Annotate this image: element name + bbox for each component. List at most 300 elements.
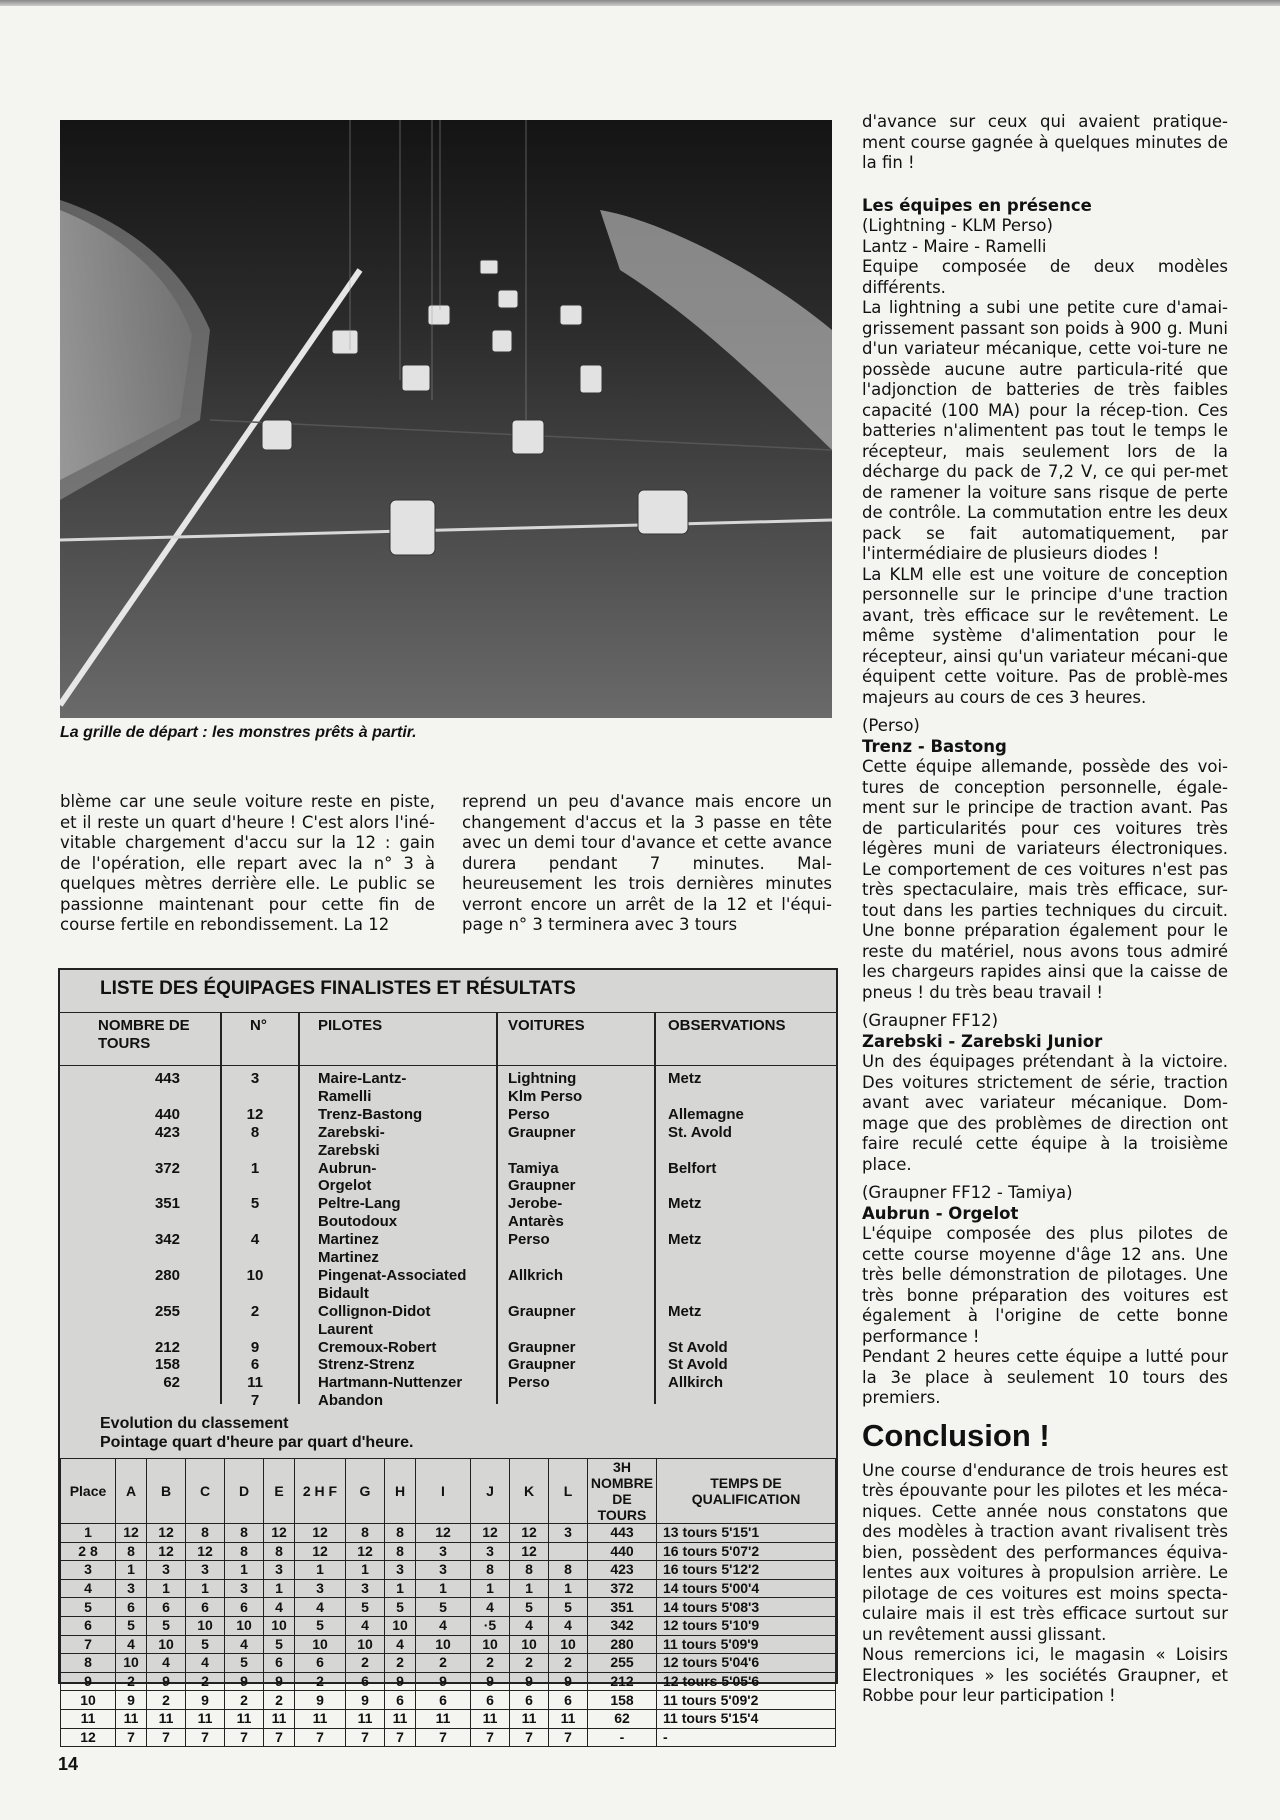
grid-header-cell: J [471,1459,510,1524]
grid-row [61,1635,836,1654]
grid-cell: 11 [295,1709,346,1728]
grid-cell: 3 [61,1561,116,1580]
table-cell: 342 [154,1231,180,1249]
table-cell: Metz [668,1231,702,1249]
table-cell: Laurent [318,1320,374,1338]
grid-cell: 7 [116,1728,147,1747]
grid-cell: 13 tours 5'15'1 [657,1524,836,1543]
grid-cell: 12 [61,1728,116,1747]
grid-cell: 423 [588,1561,657,1580]
grid-cell: 5 [186,1635,225,1654]
grid-cell: 10 [264,1616,295,1635]
grid-cell: 1 [510,1579,549,1598]
grid-cell: 3 [147,1561,186,1580]
table-cell: 372 [154,1159,180,1177]
grid-cell: 11 [385,1709,416,1728]
table-cell: Klm Perso [508,1087,583,1105]
grid-cell: 14 tours 5'00'4 [657,1579,836,1598]
race-track-image [60,120,832,718]
paragraph: Un des équipages prétendant à la victoire. Des voitures strictement de série, traction avant avec variateur mécanique. Dom-mage que des problèmes de direction ont faire reculé cette équipe à la troisième place. [862,1052,1228,1174]
grid-cell: 10 [346,1635,385,1654]
grid-cell: 5 [549,1598,588,1617]
grid-cell: 7 [295,1728,346,1747]
paragraph: Une course d'endurance de trois heures est très épouvante pour les pilotes et les méca-niques. Cette année nous constatons que des modèles à traction avant rivalisent très bien, possèdent des performances équiva-lentes aux voitures à propulsion arrière. Le pilotage de ces voitures est moins specta-culaire mais il est très efficace surtout sur un revêtement aussi glissant. [862,1460,1228,1644]
grid-cell: 10 [295,1635,346,1654]
grid-cell: 8 [225,1524,264,1543]
header-cars: VOITURES [508,1017,585,1034]
grid-cell: 9 [346,1691,385,1710]
grid-cell: 1 [186,1579,225,1598]
grid-cell: 4 [186,1654,225,1673]
table-cell: Metz [668,1195,702,1213]
grid-header-cell: H [385,1459,416,1524]
table-cell: Boutodoux [318,1213,398,1231]
grid-cell: - [588,1728,657,1747]
grid-header-cell: L [549,1459,588,1524]
grid-cell: 7 [186,1728,225,1747]
grid-cell: 9 [385,1672,416,1691]
column-divider [298,1012,300,1404]
grid-cell: 7 [147,1728,186,1747]
section-heading: Zarebski - Zarebski Junior [862,1031,1103,1051]
grid-cell: 6 [549,1691,588,1710]
grid-cell: 12 [416,1524,471,1543]
grid-cell: 4 [385,1635,416,1654]
header-tours: NOMBRE DE TOURS [98,1017,190,1052]
table-cell: 2 [250,1302,260,1320]
grid-cell: 12 tours 5'04'6 [657,1654,836,1673]
grid-cell: 5 [385,1598,416,1617]
grid-cell: 6 [416,1691,471,1710]
table-cell: 440 [154,1105,180,1123]
table-cell: Graupner [508,1356,576,1374]
table-cell: 443 [154,1070,180,1087]
paragraph: Pendant 2 heures cette équipe a lutté pour la 3e place à seulement 10 tours des premiers. [862,1347,1228,1407]
race-grid-photo [60,120,832,718]
grid-cell: 5 [346,1598,385,1617]
grid-cell: 3 [116,1579,147,1598]
grid-header-cell: C [186,1459,225,1524]
grid-cell: 3 [416,1542,471,1561]
section-subheading: (Perso) [862,716,920,735]
table-cell: Perso [508,1231,550,1249]
table-cell: Strenz-Strenz [318,1356,415,1374]
grid-header-cell: G [346,1459,385,1524]
table-cell: 62 [163,1374,180,1392]
table-cell: Collignon-Didot [318,1302,431,1320]
grid-cell: 10 [186,1616,225,1635]
grid-cell: 2 [510,1654,549,1673]
table-cell: 5 [250,1195,260,1213]
grid-cell: 6 [264,1654,295,1673]
grid-cell: 158 [588,1691,657,1710]
grid-cell: 4 [116,1635,147,1654]
grid-cell: 5 [61,1598,116,1617]
table-cell: Bidault [318,1284,369,1302]
table-cell: Allemagne [668,1105,744,1123]
grid-cell: 12 [510,1542,549,1561]
grid-cell: 7 [346,1728,385,1747]
grid-cell: 11 [264,1709,295,1728]
grid-cell: 3 [346,1579,385,1598]
grid-cell: 3 [549,1524,588,1543]
grid-cell: 4 [346,1616,385,1635]
text-column-2 [462,792,832,936]
grid-cell: - [657,1728,836,1747]
grid-cell: 2 [549,1654,588,1673]
grid-cell: 6 [346,1672,385,1691]
grid-cell: 10 [416,1635,471,1654]
grid-cell: 2 [416,1654,471,1673]
grid-cell: 11 [549,1709,588,1728]
results-header [60,1012,836,1066]
grid-cell: 5 [510,1598,549,1617]
grid-header-cell: B [147,1459,186,1524]
paragraph: Nous remercions ici, le magasin « Loisirs Electroniques » les sociétés Graupner, et Robbe pour leur participation ! [862,1645,1228,1705]
grid-cell: 8 [385,1524,416,1543]
table-cell: Pingenat-Associated [318,1266,467,1284]
grid-cell: 5 [416,1598,471,1617]
text-column-3 [862,112,1228,1707]
grid-cell: 5 [147,1616,186,1635]
header-observations: OBSERVATIONS [668,1017,786,1034]
grid-cell: 9 [264,1672,295,1691]
grid-cell: 440 [588,1542,657,1561]
table-cell: Allkirch [668,1374,724,1392]
grid-cell: 2 8 [61,1542,116,1561]
grid-cell: 1 [116,1561,147,1580]
grid-cell: 6 [225,1598,264,1617]
results-title: LISTE DES ÉQUIPAGES FINALISTES ET RÉSULTATS [100,978,576,999]
grid-cell: 10 [385,1616,416,1635]
grid-cell: 9 [116,1691,147,1710]
grid-cell: 1 [295,1561,346,1580]
grid-cell: 5 [116,1616,147,1635]
table-cell: Abandon [318,1392,383,1410]
grid-cell: 11 [346,1709,385,1728]
grid-cell: 6 [147,1598,186,1617]
grid-header-cell: E [264,1459,295,1524]
column-divider [496,1012,498,1404]
grid-cell: 8 [116,1542,147,1561]
table-cell: Perso [508,1105,550,1123]
table-cell: 255 [154,1302,180,1320]
grid-cell: 9 [295,1691,346,1710]
section-heading: Les équipes en présence [862,195,1092,215]
grid-cell: 62 [588,1709,657,1728]
table-cell: Metz [668,1070,702,1087]
grid-cell: 443 [588,1524,657,1543]
grid-row [61,1728,836,1747]
grid-cell: 10 [116,1654,147,1673]
grid-cell: 3 [264,1561,295,1580]
table-cell: 9 [250,1338,260,1356]
grid-cell: 8 [346,1524,385,1543]
grid-cell: 9 [61,1672,116,1691]
grid-cell: 2 [264,1691,295,1710]
evolution-subtitle: Pointage quart d'heure par quart d'heure. [100,1434,414,1451]
grid-cell: 3 [186,1561,225,1580]
grid-cell: 12 tours 5'10'9 [657,1616,836,1635]
grid-cell: 1 [147,1579,186,1598]
top-edge [0,0,1280,6]
grid-cell: 7 [61,1635,116,1654]
paragraph: La lightning a subi une petite cure d'amai-grissement passant son poids à 900 g. Muni d'un variateur mécanique, cette voi-ture ne possède aucune autre particula-rité que l'adjonction de batteries de très faibles capacité (100 MA) pour la récep-tion. Ces batteries n'alimentent pas tout le temps le récepteur, mais seulement lors de la décharge du pack de 7,2 V, ce qui per-met de ramener la voiture sans risque de perte de contrôle. La commutation entre les deux pack se fait automatiquement, par l'intermédiaire de plusieurs diodes ! [862,298,1228,563]
grid-cell: 2 [186,1672,225,1691]
table-cell: Graupner [508,1123,576,1141]
grid-cell: 6 [116,1598,147,1617]
grid-cell: 8 [510,1561,549,1580]
table-cell: Orgelot [318,1177,372,1195]
table-cell: 4 [250,1231,260,1249]
table-cell: Lightning [508,1070,577,1087]
table-cell: Metz [668,1302,702,1320]
table-cell: Jerobe- [508,1195,563,1213]
grid-cell: 6 [186,1598,225,1617]
grid-cell: 11 tours 5'09'9 [657,1635,836,1654]
column-divider [654,1012,656,1404]
table-cell: 280 [154,1266,180,1284]
section-heading: Aubrun - Orgelot [862,1203,1019,1223]
grid-cell: 280 [588,1635,657,1654]
section-subheading: (Graupner FF12) [862,1011,999,1030]
table-cell: 8 [250,1123,260,1141]
grid-cell: 16 tours 5'12'2 [657,1561,836,1580]
grid-cell: 3 [385,1561,416,1580]
section-heading: Trenz - Bastong [862,736,1007,756]
grid-cell: 4 [225,1635,264,1654]
grid-cell: 10 [471,1635,510,1654]
table-cell: 351 [154,1195,180,1213]
grid-cell: 5 [225,1654,264,1673]
grid-header-cell: I [416,1459,471,1524]
grid-row [61,1561,836,1580]
table-cell: St Avold [668,1338,728,1356]
grid-cell: 1 [61,1524,116,1543]
grid-cell: 10 [147,1635,186,1654]
grid-cell: 8 [385,1542,416,1561]
grid-cell: 12 tours 5'05'6 [657,1672,836,1691]
grid-cell: 2 [385,1654,416,1673]
grid-row [61,1579,836,1598]
grid-cell: 6 [510,1691,549,1710]
grid-cell: 1 [416,1579,471,1598]
grid-row [61,1709,836,1728]
grid-cell: 11 [61,1709,116,1728]
paragraph: reprend un peu d'avance mais encore un changement d'accus et la 3 passe en tête avec un demi tour d'avance et cette avance durera pendant 7 minutes. Mal-heureusement les trois dernières minutes verront encore un arrêt de la 12 et l'équi-page n° 3 terminera avec 3 tours [462,792,832,934]
grid-row [61,1672,836,1691]
classement-grid [60,1458,836,1747]
grid-cell: 11 tours 5'09'2 [657,1691,836,1710]
grid-cell: 9 [147,1672,186,1691]
grid-cell: 11 [186,1709,225,1728]
section-subheading: (Graupner FF12 - Tamiya) [862,1183,1073,1202]
grid-header-cell: D [225,1459,264,1524]
grid-cell: ·5 [471,1616,510,1635]
grid-row [61,1542,836,1561]
grid-cell: 7 [471,1728,510,1747]
grid-cell: 12 [147,1542,186,1561]
grid-header-cell: 3H NOMBRE DE TOURS [588,1459,657,1524]
grid-row [61,1598,836,1617]
table-cell: 11 [247,1374,263,1392]
grid-cell: 10 [225,1616,264,1635]
grid-cell: 351 [588,1598,657,1617]
grid-cell: 2 [116,1672,147,1691]
table-cell: Martinez [318,1231,379,1249]
table-cell: Graupner [508,1338,576,1356]
grid-cell: 10 [61,1691,116,1710]
grid-cell: 12 [346,1542,385,1561]
grid-cell: 255 [588,1654,657,1673]
table-cell: Belfort [668,1159,717,1177]
paragraph: d'avance sur ceux qui avaient pratique-ment course gagnée à quelques minutes de la fin ! [862,112,1228,172]
grid-cell: 9 [510,1672,549,1691]
grid-cell: 8 [264,1542,295,1561]
table-cell: 212 [154,1338,180,1356]
table-cell: 7 [250,1392,260,1410]
grid-cell: 4 [471,1598,510,1617]
grid-cell: 12 [471,1524,510,1543]
table-cell: 10 [246,1266,264,1284]
grid-row [61,1654,836,1673]
grid-cell: 9 [471,1672,510,1691]
table-cell: 1 [250,1159,260,1177]
table-cell: 158 [154,1356,180,1374]
grid-cell [549,1542,588,1561]
grid-cell: 6 [61,1616,116,1635]
grid-cell: 7 [549,1728,588,1747]
grid-cell: 6 [471,1691,510,1710]
grid-cell: 7 [510,1728,549,1747]
grid-cell: 4 [416,1616,471,1635]
grid-cell: 9 [186,1691,225,1710]
grid-cell: 11 [225,1709,264,1728]
grid-cell: 6 [295,1654,346,1673]
paragraph: L'équipe composée des plus pilotes de cette course moyenne d'âge 12 ans. Une très belle démonstration de pilotages. Une très bonne préparation des voitures est également à l'origine de cette bonne performance ! [862,1224,1228,1346]
photo-caption: La grille de départ : les monstres prêts à partir. [60,724,417,741]
grid-cell: 16 tours 5'07'2 [657,1542,836,1561]
grid-header-cell: A [116,1459,147,1524]
page-number: 14 [58,1754,79,1774]
grid-header-cell: 2 H F [295,1459,346,1524]
grid-cell: 14 tours 5'08'3 [657,1598,836,1617]
table-cell: Allkrich [508,1266,564,1284]
table-cell: Zarebski- [318,1123,385,1141]
grid-body [61,1524,836,1747]
grid-cell: 2 [295,1672,346,1691]
grid-cell: 3 [295,1579,346,1598]
spacer [862,174,1228,196]
paragraph: blème car une seule voiture reste en piste, et il reste un quart d'heure ! C'est alors l'iné-vitable chargement d'accu sur la 12 : gain de l'opération, elle repart avec la n° 3 à quelques mètres derrière elle. Le public se passionne maintenant pour cette fin de course fertile en rebondissement. La 12 [60,792,435,934]
grid-cell: 12 [264,1524,295,1543]
grid-header-cell: Place [61,1459,116,1524]
grid-cell: 5 [264,1635,295,1654]
grid-cell: 2 [346,1654,385,1673]
grid-cell: 372 [588,1579,657,1598]
grid-header-row [61,1459,836,1524]
table-cell: Antarès [508,1213,564,1231]
grid-cell: 11 [471,1709,510,1728]
grid-cell: 4 [264,1598,295,1617]
paragraph: La KLM elle est une voiture de conception personnelle sur le principe d'une traction avant, très efficace sur le revêtement. Le même système d'alimentation pour le récepteur, ainsi qu'un variateur mécani-que équipent cette voiture. Pas de problè-mes majeurs au cours de ces 3 heures. [862,564,1228,707]
conclusion-title: Conclusion ! [862,1417,1050,1453]
grid-cell: 4 [510,1616,549,1635]
grid-cell: 12 [510,1524,549,1543]
table-cell: 3 [250,1070,260,1087]
grid-cell: 11 tours 5'15'4 [657,1709,836,1728]
grid-cell: 11 [510,1709,549,1728]
section-subheading: (Lightning - KLM Perso) [862,216,1053,235]
paragraph: Equipe composée de deux modèles différents. [862,257,1228,297]
grid-cell: 212 [588,1672,657,1691]
grid-cell: 5 [295,1616,346,1635]
grid-cell: 12 [295,1542,346,1561]
grid-cell: 1 [225,1561,264,1580]
grid-cell: 8 [186,1524,225,1543]
grid-cell: 2 [225,1691,264,1710]
grid-cell: 1 [385,1579,416,1598]
table-cell: St. Avold [668,1123,732,1141]
grid-cell: 7 [225,1728,264,1747]
grid-cell: 3 [416,1561,471,1580]
table-cell: Peltre-Lang [318,1195,401,1213]
grid-cell: 9 [225,1672,264,1691]
grid-row [61,1616,836,1635]
table-cell: Aubrun- [318,1159,377,1177]
grid-cell: 6 [385,1691,416,1710]
grid-cell: 8 [225,1542,264,1561]
table-cell: 12 [246,1105,264,1123]
table-cell: Ramelli [318,1087,372,1105]
grid-cell: 12 [186,1542,225,1561]
grid-cell: 4 [549,1616,588,1635]
grid-cell: 11 [116,1709,147,1728]
table-cell: Zarebski [318,1141,380,1159]
table-cell: Martinez [318,1249,379,1266]
grid-cell: 2 [471,1654,510,1673]
table-cell: 6 [250,1356,260,1374]
grid-cell: 9 [416,1672,471,1691]
grid-cell: 12 [147,1524,186,1543]
table-cell: Graupner [508,1177,576,1195]
evolution-heading [100,1414,413,1452]
grid-cell: 1 [549,1579,588,1598]
header-pilots: PILOTES [318,1017,383,1034]
grid-cell: 1 [471,1579,510,1598]
grid-cell: 4 [295,1598,346,1617]
grid-cell: 7 [416,1728,471,1747]
grid-row [61,1691,836,1710]
table-cell: Graupner [508,1302,576,1320]
grid-cell: 8 [61,1654,116,1673]
grid-cell: 11 [147,1709,186,1728]
grid-cell: 7 [385,1728,416,1747]
grid-cell: 1 [264,1579,295,1598]
table-cell: Trenz-Bastong [318,1105,423,1123]
grid-row [61,1524,836,1543]
grid-cell: 2 [147,1691,186,1710]
table-cell: Perso [508,1374,550,1392]
grid-cell: 11 [416,1709,471,1728]
grid-cell: 8 [549,1561,588,1580]
paragraph: Cette équipe allemande, possède des voi-tures de conception personnelle, égale-ment sur le principe de traction avant. Pas de particularités pour ces voitures très légères muni de variateurs électroniques. Le comportement de ces voitures n'est pas très spectaculaire, mais très efficace, sur-tout dans les parties techniques du circuit. Une bonne préparation également pour le reste du matériel, nous avons tous admiré les chargeurs rapides ainsi que la caisse de pneus ! du très beau travail ! [862,757,1228,1002]
grid-cell: 3 [471,1542,510,1561]
text-column-1 [60,792,435,936]
grid-cell: 1 [346,1561,385,1580]
table-cell: 423 [154,1123,180,1141]
grid-cell: 3 [225,1579,264,1598]
